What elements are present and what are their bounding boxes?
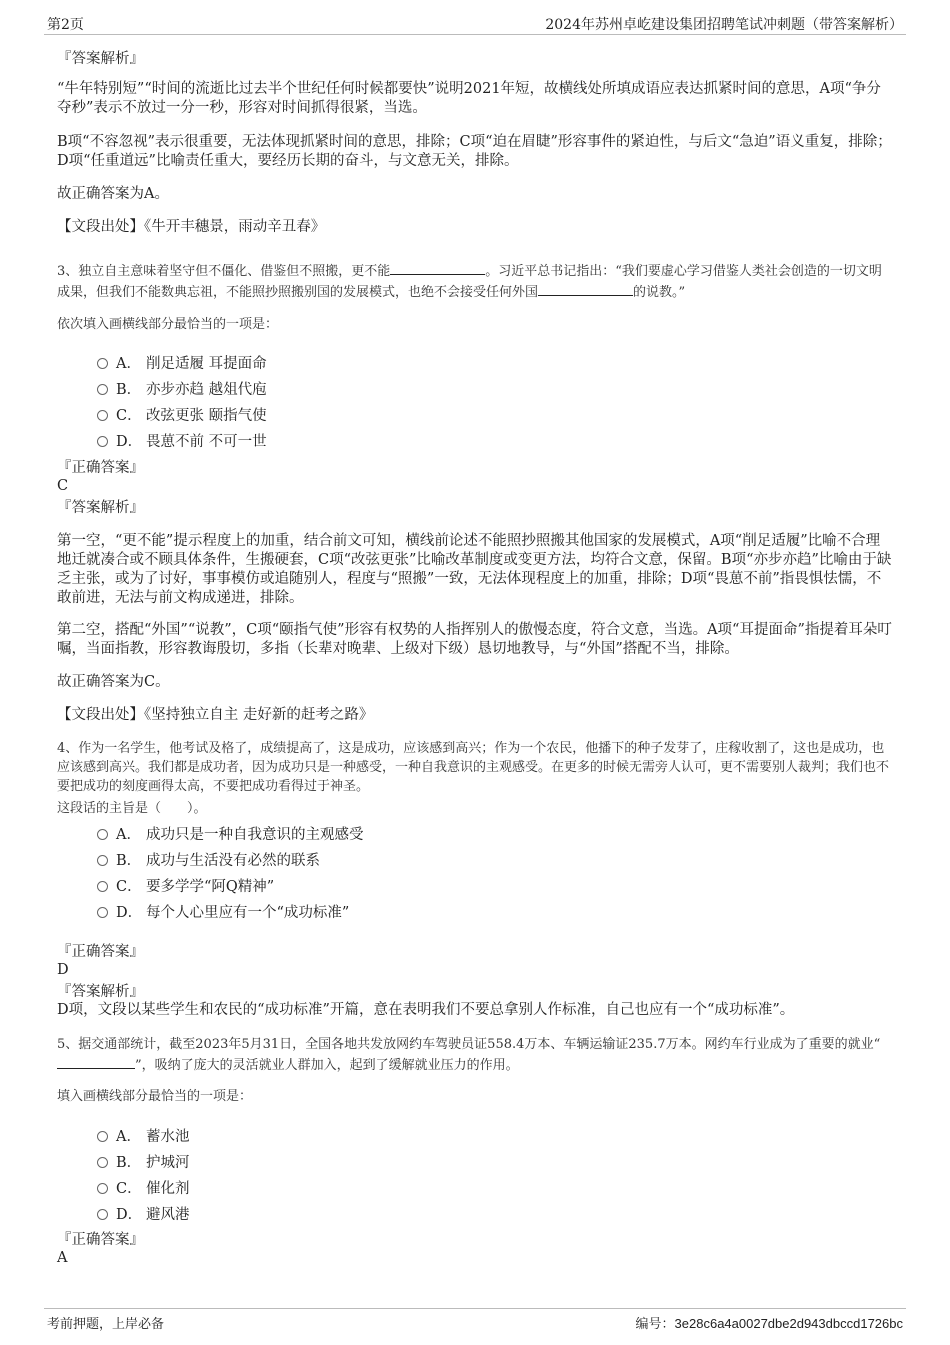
analysis-paragraph: 第一空，“更不能”提示程度上的加重，结合前文可知，横线前论述不能照抄照搬其他国家的发展模式，A项“削足适履”比喻不合理地迁就凑合或不顾具体条件，生搬硬套，C项“改弦更张”比喻改革制度或变更方法，均符合文意，保留。B项“亦步亦趋”比喻由于缺乏主张，或为了讨好，事事模仿或追随别人，程度与“照搬”一致，无法体现程度上的加重，排除；D项“畏葸不前”指畏惧怯懦，不敢前进，无法与前文构成递进，排除。 bbox=[57, 533, 892, 606]
analysis-paragraph: B项“不容忽视”表示很重要，无法体现抓紧时间的意思，排除；C项“迫在眉睫”形容事件的紧迫性，与后文“急迫”语义重复，排除；D项“任重道远”比喻责任重大，要经历长期的奋斗，与文意无关，排除。 bbox=[57, 134, 892, 169]
option-text: 成功与生活没有必然的联系 bbox=[146, 853, 320, 869]
code-label: 编号： bbox=[635, 1317, 675, 1332]
stem-part: 的说教。” bbox=[633, 285, 686, 300]
answer-tag: 『正确答案』 bbox=[57, 944, 144, 960]
answer-tag: 『正确答案』 bbox=[57, 1232, 144, 1248]
option-text: 护城河 bbox=[146, 1155, 190, 1171]
option-letter: A． bbox=[116, 1129, 141, 1145]
option-d[interactable] bbox=[97, 901, 349, 922]
option-letter: C． bbox=[116, 408, 142, 424]
fill-blank bbox=[538, 282, 633, 296]
option-text: 催化剂 bbox=[146, 1181, 190, 1197]
radio-icon[interactable] bbox=[97, 410, 108, 421]
option-text: 削足适履 耳提面命 bbox=[146, 356, 267, 372]
option-b[interactable] bbox=[97, 849, 320, 870]
analysis-paragraph: 第二空，搭配“外国”“说教”，C项“颐指气使”形容有权势的人指挥别人的傲慢态度，符合文意，当选。A项“耳提面命”指提着耳朵叮嘱，当面指教，形容教诲殷切，多指（长辈对晚辈、上级对下级）恳切地教导，与“外国”搭配不当，排除。 bbox=[57, 622, 892, 657]
option-a[interactable] bbox=[97, 1125, 190, 1146]
option-text: 避风港 bbox=[146, 1207, 190, 1223]
analysis-tag: 『答案解析』 bbox=[57, 984, 144, 1000]
option-letter: C． bbox=[116, 879, 142, 895]
source-citation: 【文段出处】《牛开丰穗景，雨动辛丑春》 bbox=[57, 219, 326, 235]
option-b[interactable] bbox=[97, 378, 267, 399]
stem-part: 。习近平总书记指出：“我们要虚心学习借鉴人类社会创造的一切文明成果，但我们不能数典忘祖，不能照抄照搬别国的发展模式，也绝不会接受任何外国 bbox=[57, 264, 882, 300]
analysis-tag: 『答案解析』 bbox=[57, 51, 144, 67]
option-letter: B． bbox=[116, 853, 142, 869]
analysis-paragraph: “牛年特别短”“时间的流逝比过去半个世纪任何时候都要快”说明2021年短，故横线处所填成语应表达抓紧时间的意思，A项“争分夺秒”表示不放过一分一秒，形容对时间抓得很紧，当选。 bbox=[57, 81, 881, 116]
radio-icon[interactable] bbox=[97, 829, 108, 840]
answer-value: C bbox=[57, 478, 69, 494]
option-d[interactable] bbox=[97, 430, 267, 451]
code-value: 3e28c6a4a0027dbe2d943dbccd1726bc bbox=[674, 1316, 903, 1331]
option-letter: B． bbox=[116, 1155, 142, 1171]
option-letter: A． bbox=[116, 827, 141, 843]
analysis-paragraph: D项，文段以某些学生和农民的“成功标准”开篇，意在表明我们不要总拿别人作标准，自己也应有一个“成功标准”。 bbox=[57, 1002, 795, 1018]
radio-icon[interactable] bbox=[97, 855, 108, 866]
option-text: 要多学学“阿Q精神” bbox=[146, 879, 275, 895]
option-letter: C． bbox=[116, 1181, 142, 1197]
option-b[interactable] bbox=[97, 1151, 190, 1172]
question-stem bbox=[57, 1035, 892, 1076]
radio-icon[interactable] bbox=[97, 436, 108, 447]
option-c[interactable] bbox=[97, 875, 274, 896]
footer-divider bbox=[44, 1308, 906, 1309]
option-letter: B． bbox=[116, 382, 142, 398]
question-instruction: 依次填入画横线部分最恰当的一项是： bbox=[57, 317, 279, 332]
radio-icon[interactable] bbox=[97, 384, 108, 395]
analysis-tag: 『答案解析』 bbox=[57, 500, 144, 516]
conclusion-text: 故正确答案为A。 bbox=[57, 186, 169, 202]
conclusion-text: 故正确答案为C。 bbox=[57, 674, 170, 690]
option-text: 畏葸不前 不可一世 bbox=[146, 434, 267, 450]
document-code bbox=[636, 1313, 903, 1332]
option-letter: D． bbox=[116, 434, 143, 450]
footer-slogan: 考前押题，上岸必备 bbox=[47, 1317, 165, 1332]
radio-icon[interactable] bbox=[97, 1183, 108, 1194]
answer-value: D bbox=[57, 962, 69, 978]
stem-part: ”，吸纳了庞大的灵活就业人群加入，起到了缓解就业压力的作用。 bbox=[135, 1058, 519, 1073]
radio-icon[interactable] bbox=[97, 881, 108, 892]
header-divider bbox=[44, 34, 906, 35]
option-text: 蓄水池 bbox=[146, 1129, 190, 1145]
option-text: 每个人心里应有一个“成功标准” bbox=[146, 905, 350, 921]
option-text: 亦步亦趋 越俎代庖 bbox=[146, 382, 267, 398]
option-letter: A． bbox=[116, 356, 141, 372]
document-title: 2024年苏州卓屹建设集团招聘笔试冲刺题（带答案解析） bbox=[545, 17, 903, 33]
source-citation: 【文段出处】《坚持独立自主 走好新的赶考之路》 bbox=[57, 707, 374, 723]
option-a[interactable] bbox=[97, 352, 267, 373]
stem-part: 3、独立自主意味着坚守但不僵化、借鉴但不照搬，更不能 bbox=[57, 264, 391, 279]
option-c[interactable] bbox=[97, 1177, 190, 1198]
radio-icon[interactable] bbox=[97, 358, 108, 369]
radio-icon[interactable] bbox=[97, 1157, 108, 1168]
option-d[interactable] bbox=[97, 1203, 190, 1224]
option-letter: D． bbox=[116, 1207, 143, 1223]
option-a[interactable] bbox=[97, 823, 364, 844]
answer-value: A bbox=[57, 1250, 68, 1266]
radio-icon[interactable] bbox=[97, 907, 108, 918]
question-stem: 4、作为一名学生，他考试及格了，成绩提高了，这是成功，应该感到高兴；作为一个农民，他播下的种子发芽了，庄稼收割了，这也是成功，也应该感到高兴。我们都是成功者，因为成功只是一种感受，一种自我意识的主观感受。在更多的时候无需旁人认可，更不需要别人裁判；我们也不要把成功的刻度画得太高，不要把成功看得过于神圣。 bbox=[57, 741, 890, 794]
radio-icon[interactable] bbox=[97, 1209, 108, 1220]
option-text: 改弦更张 颐指气使 bbox=[146, 408, 267, 424]
question-instruction: 填入画横线部分最恰当的一项是： bbox=[57, 1089, 253, 1104]
fill-blank bbox=[57, 1055, 135, 1069]
option-c[interactable] bbox=[97, 404, 267, 425]
stem-part: 5、据交通部统计，截至2023年5月31日，全国各地共发放网约车驾驶员证558.4万本、车辆运输证235.7万本。网约车行业成为了重要的就业“ bbox=[57, 1037, 881, 1052]
option-letter: D． bbox=[116, 905, 143, 921]
page-number: 第2页 bbox=[47, 17, 84, 33]
radio-icon[interactable] bbox=[97, 1131, 108, 1142]
question-prompt: 这段话的主旨是（ ）。 bbox=[57, 801, 207, 816]
question-stem bbox=[57, 261, 892, 303]
option-text: 成功只是一种自我意识的主观感受 bbox=[146, 827, 364, 843]
fill-blank bbox=[390, 261, 485, 275]
answer-tag: 『正确答案』 bbox=[57, 460, 144, 476]
